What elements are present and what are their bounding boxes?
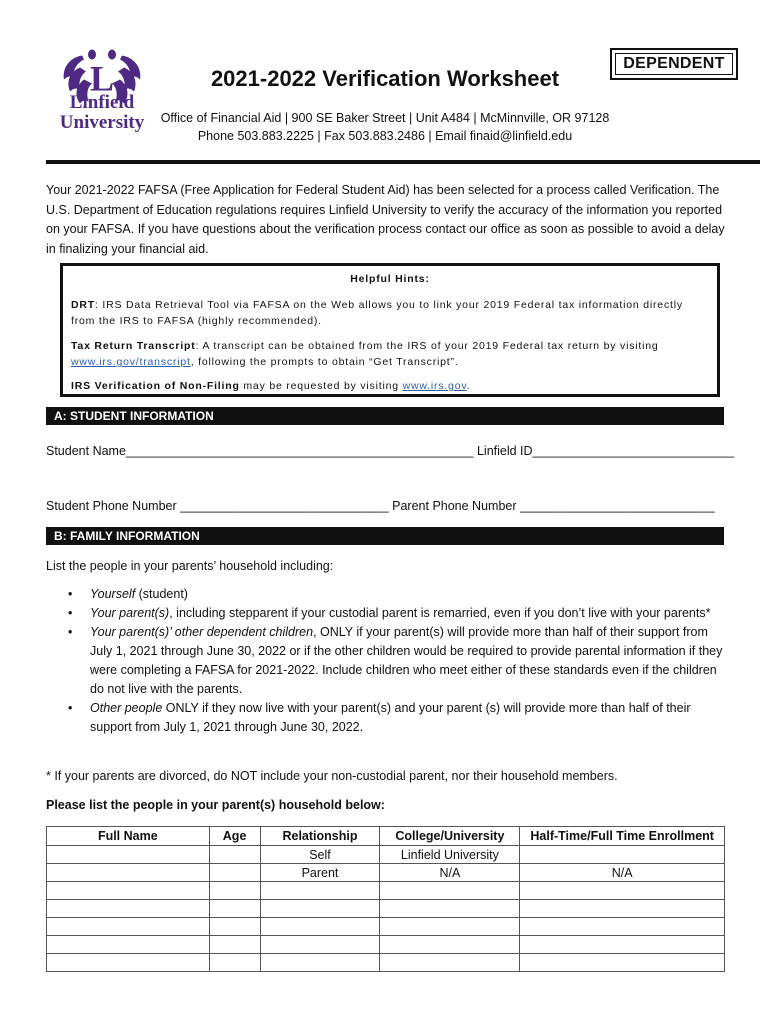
table-cell[interactable]	[209, 954, 260, 972]
table-cell[interactable]	[380, 954, 520, 972]
hint-nonfiling-label: IRS Verification of Non-Filing	[71, 380, 240, 392]
table-row	[47, 864, 725, 882]
household-member-list	[66, 585, 726, 737]
column-header-age: Age	[209, 827, 260, 846]
intro-paragraph: Your 2021-2022 FAFSA (Free Application for Federal Student Aid) has been selected for a process called Verification. The U.S. Department of Education regulations requires Linfield University to verify the accuracy of the information you reported on your FAFSA. If you have questions about the verification process contact our office as soon as possible to avoid a delay in finalizing your financial aid.	[46, 183, 725, 256]
table-cell[interactable]	[47, 918, 210, 936]
hint-drt-text: : IRS Data Retrieval Tool via FAFSA on the Web allows you to link your 2019 Federal tax information directly from the IRS to FAFSA (highly recommended).	[71, 299, 683, 327]
table-cell[interactable]	[47, 954, 210, 972]
list-item-text: , ONLY if your parent(s) will provide more than half of their support from July 1, 2021 through June 30, 2022 or if the other children would be required to provide parental information if they were completing a FAFSA for 2021-2022. Include children who meet either of these standards even if the children do not live with the parents.	[90, 625, 723, 696]
household-table-heading: Please list the people in your parent(s) household below:	[46, 798, 385, 812]
contact-phone-email: Phone 503.883.2225 | Fax 503.883.2486 | Email finaid@linfield.edu	[197, 129, 573, 143]
table-cell[interactable]	[260, 918, 380, 936]
table-row	[47, 882, 725, 900]
table-cell[interactable]	[520, 846, 725, 864]
table-cell[interactable]	[260, 882, 380, 900]
table-cell[interactable]	[380, 936, 520, 954]
table-cell[interactable]	[47, 900, 210, 918]
hint-nonfiling-text: may be requested by visiting	[239, 380, 403, 392]
divorced-parents-note: * If your parents are divorced, do NOT include your non-custodial parent, nor their household members.	[46, 769, 618, 783]
list-item-text: ONLY if they now live with your parent(s) and your parent (s) will provide more than half of their support from July 1, 2021 through June 30, 2022.	[90, 701, 691, 734]
page-title: 2021-2022 Verification Worksheet	[210, 66, 560, 91]
column-header-relationship: Relationship	[260, 827, 380, 846]
list-item	[66, 585, 726, 604]
table-cell[interactable]	[380, 882, 520, 900]
household-table	[46, 826, 725, 972]
list-item	[66, 604, 726, 623]
table-row	[47, 918, 725, 936]
list-item-emphasis: Your parent(s)’ other dependent children	[90, 625, 314, 639]
table-cell[interactable]	[209, 864, 260, 882]
table-row	[47, 954, 725, 972]
table-cell[interactable]	[260, 936, 380, 954]
logo-initial: L	[89, 58, 115, 99]
section-b-header: B: FAMILY INFORMATION	[46, 527, 724, 545]
hint-transcript-tail: , following the prompts to obtain “Get Transcript”.	[190, 356, 459, 368]
table-cell[interactable]: Self	[260, 846, 380, 864]
student-name-field[interactable]: Student Name__________________________________________________ Linfield ID_____________________________	[46, 444, 735, 458]
table-cell[interactable]	[520, 936, 725, 954]
hint-drt-label: DRT	[71, 299, 95, 311]
table-cell[interactable]: Linfield University	[380, 846, 520, 864]
table-cell[interactable]	[47, 864, 210, 882]
column-header-college: College/University	[380, 827, 520, 846]
hint-nonfiling	[71, 378, 709, 394]
list-item-emphasis: Yourself	[90, 587, 136, 601]
table-cell[interactable]	[260, 954, 380, 972]
dependent-badge	[610, 48, 738, 80]
irs-transcript-link[interactable]: www.irs.gov/transcript	[71, 356, 191, 368]
table-cell[interactable]	[209, 918, 260, 936]
hint-nonfiling-tail: .	[466, 380, 471, 392]
table-cell[interactable]: N/A	[520, 864, 725, 882]
section-a-header: A: STUDENT INFORMATION	[46, 407, 724, 425]
contact-address: Office of Financial Aid | 900 SE Baker Street | Unit A484 | McMinnville, OR 97128	[160, 111, 610, 125]
hint-transcript-label: Tax Return Transcript	[71, 340, 196, 352]
table-cell[interactable]	[380, 918, 520, 936]
table-cell[interactable]	[209, 846, 260, 864]
household-list-intro: List the people in your parents’ household including:	[46, 559, 334, 573]
list-item	[66, 623, 726, 699]
column-header-full-name: Full Name	[47, 827, 210, 846]
header-divider	[46, 160, 760, 164]
table-cell[interactable]	[520, 900, 725, 918]
table-cell[interactable]	[380, 900, 520, 918]
hint-transcript	[71, 338, 709, 370]
column-header-enrollment: Half-Time/Full Time Enrollment	[520, 827, 725, 846]
logo-wordmark	[52, 93, 152, 133]
irs-gov-link[interactable]: www.irs.gov	[402, 380, 467, 392]
list-item	[66, 699, 726, 737]
table-cell[interactable]	[520, 954, 725, 972]
table-row	[47, 936, 725, 954]
table-cell[interactable]	[47, 846, 210, 864]
hints-heading: Helpful Hints:	[350, 273, 430, 285]
table-cell[interactable]	[520, 918, 725, 936]
hint-drt	[71, 297, 709, 329]
phone-number-fields[interactable]: Student Phone Number ______________________________ Parent Phone Number ____________________________	[46, 499, 715, 513]
logo-name-line1: Linfield	[69, 92, 135, 113]
logo-name-line2: University	[59, 112, 145, 133]
list-item-emphasis: Other people	[90, 701, 163, 715]
list-item-emphasis: Your parent(s)	[90, 606, 170, 620]
helpful-hints-box	[60, 263, 720, 397]
table-cell[interactable]	[47, 936, 210, 954]
table-header-row	[47, 827, 725, 846]
table-cell[interactable]	[209, 882, 260, 900]
table-cell[interactable]	[209, 900, 260, 918]
table-cell[interactable]: N/A	[380, 864, 520, 882]
table-row	[47, 900, 725, 918]
table-cell[interactable]	[260, 900, 380, 918]
hint-transcript-text: : A transcript can be obtained from the IRS of your 2019 Federal tax return by visiting	[195, 340, 659, 352]
table-cell[interactable]	[520, 882, 725, 900]
table-cell[interactable]	[209, 936, 260, 954]
list-item-text: (student)	[135, 587, 188, 601]
table-cell[interactable]: Parent	[260, 864, 380, 882]
list-item-text: , including stepparent if your custodial parent is remarried, even if you don’t live with your parents*	[169, 606, 711, 620]
table-row	[47, 846, 725, 864]
table-cell[interactable]	[47, 882, 210, 900]
dependent-badge-label: DEPENDENT	[615, 53, 733, 75]
